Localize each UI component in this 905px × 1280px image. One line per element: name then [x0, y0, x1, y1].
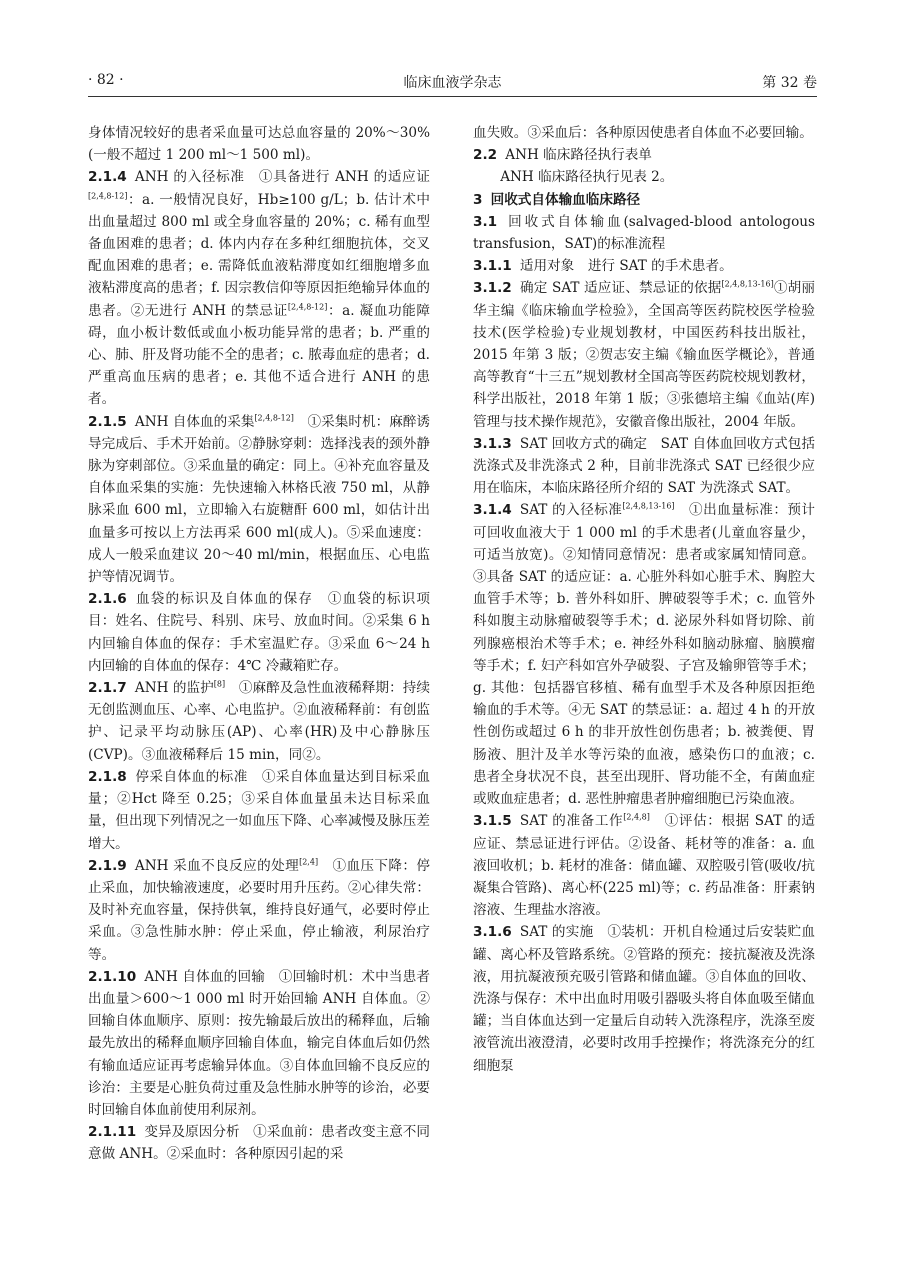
section-number: 2.1.10	[88, 968, 137, 985]
section-2-1-5	[88, 411, 430, 589]
section-text: ：a. 凝血功能障碍，血小板计数低或血小板功能异常的患者；b. 严重的心、肺、肝及肾功能不全的患者；c. 脓毒血症的患者；d. 严重高血压病的患者；e. 其他不适合进行 ANH 的患者。	[88, 302, 430, 408]
section-number: 3.1.6	[473, 924, 512, 941]
section-text: ANH 自体血的采集	[134, 413, 255, 430]
section-number: 2.1.6	[88, 591, 127, 608]
section-3-1-4	[473, 499, 815, 810]
section-3-1-1	[473, 255, 815, 277]
citation: [2,4,8,13-16]	[721, 279, 774, 289]
section-title: 回收式自体输血(salvaged-blood antologous transfusion，SAT)的标准流程	[473, 213, 815, 253]
paragraph-continued: 血失败。③采血后：各种原因使患者自体血不必要回输。	[473, 125, 813, 141]
citation: [2,4,8]	[623, 812, 650, 822]
section-text: 变异及原因分析 ①采血前：患者改变主意不同意做 ANH。②采血时：各种原因引起的采	[88, 1124, 430, 1163]
section-text: SAT 的实施 ①装机：开机自检通过后安装贮血罐、离心杯及管路系统。②管路的预充：接抗凝液及洗涤液，用抗凝液预充吸引管路和储血罐。③自体血的回收、洗涤与保存：术中出血时用吸引器吸头将自体血吸至储血罐；当自体血达到一定量后自动转入洗涤程序，洗涤至废液管流出液澄清，必要时改用手控操作；将洗涤充分的红细胞泵	[473, 924, 815, 1074]
left-column	[88, 122, 430, 1166]
citation: [2,4,8-12]	[254, 413, 294, 423]
section-3-1-2	[473, 277, 815, 432]
section-2-2-body: ANH 临床路径执行见表 2。	[500, 169, 674, 186]
section-text: ①出血量标准：预计可回收血液大于 1 000 ml 的手术患者(儿童血容量少，可适当放宽)。②知情同意情况：患者或家属知情同意。③具备 SAT 的适应证：a. 心脏外科如心脏手术、胸腔大血管手术等；b. 普外科如肝、脾破裂等手术；c. 血管外科如腹主动脉瘤破裂等手术；d. 泌尿外科如肾切除、前列腺癌根治术等手术；e. 神经外科如脑动脉瘤、脑膜瘤等手术；f. 妇产科如宫外孕破裂、子宫及输卵管等手术；g. 其他：包括器官移植、稀有血型手术及各种原因拒绝输血的手术等。④无 SAT 的禁忌证：a. 超过 4 h 的开放性创伤或超过 6 h 的非开放性创伤患者；b. 被粪便、胃肠液、胆汁及羊水等污染的血液，感染伤口的血液；c. 患者全身状况不良，甚至出现肝、肾功能不全，有菌血症或败血症患者；d. 恶性肿瘤患者肿瘤细胞已污染血液。	[473, 502, 816, 808]
section-3-heading	[473, 189, 815, 211]
section-number: 2.1.11	[88, 1124, 137, 1141]
running-header	[88, 66, 817, 97]
page-number: · 82 ·	[88, 72, 124, 88]
section-number: 3.1	[473, 213, 498, 230]
section-text: SAT 回收方式的确定 SAT 自体血回收方式包括洗涤式及非洗涤式 2 种，目前非洗涤式 SAT 已经很少应用在临床，本临床路径所介绍的 SAT 为洗涤式 SAT。	[473, 435, 815, 497]
section-number: 2.1.4	[88, 169, 127, 186]
section-text: SAT 的入径标准	[519, 502, 623, 519]
volume-number: 第 32 卷	[762, 75, 817, 91]
section-3-1-3	[473, 433, 815, 500]
section-text: 血袋的标识及自体血的保存 ①血袋的标识项目：姓名、住院号、科别、床号、放血时间。②采集 6 h 内回输自体血的保存：手术室温贮存。③采血 6～24 h 内回输的自体血的保存：4℃ 冷藏箱贮存。	[88, 591, 430, 674]
section-text: ANH 采血不良反应的处理	[134, 857, 300, 874]
section-3-1-5	[473, 810, 815, 921]
section-number: 2.1.7	[88, 680, 127, 697]
section-text: ：a. 一般情况良好，Hb≥100 g/L；b. 估计术中出血量超过 800 ml 或全身血容量的 20%；c. 稀有血型备血困难的患者；d. 体内内存在多种红细胞抗体，交叉配血困难的患者；e. 需降低血液粘滞度如红细胞增多血液粘滞度高的患者；f. 因宗教信仰等原因拒绝输异体血的患者。②无进行 ANH 的禁忌证	[88, 191, 430, 319]
section-text: 适用对象 进行 SAT 的手术患者。	[519, 258, 733, 275]
section-number: 3.1.2	[473, 280, 512, 297]
section-number: 2.1.5	[88, 413, 127, 430]
section-2-2-heading	[473, 144, 815, 166]
section-3-1-6	[473, 921, 815, 1076]
citation: [2,4]	[299, 857, 319, 867]
section-2-1-11	[88, 1121, 430, 1165]
citation: [2,4,8-12]	[88, 191, 128, 201]
section-text: ①麻醉及急性血液稀释期：持续无创监测血压、心率、心电监护。②血液稀释前：有创监护、记录平均动脉压(AP)、心率(HR)及中心静脉压(CVP)。③血液稀释后 15 min，同②。	[88, 680, 430, 763]
right-column	[473, 122, 815, 1077]
section-text: ①评估：根据 SAT 的适应证、禁忌证进行评估。②设备、耗材等的准备：a. 血液回收机；b. 耗材的准备：储血罐、双腔吸引管(吸收/抗凝集合管路)、离心杯(225 ml)等；c. 药品准备：肝素钠溶液、生理盐水溶液。	[473, 813, 815, 919]
section-title: ANH 临床路径执行表单	[505, 147, 652, 164]
section-number: 2.1.9	[88, 857, 127, 874]
journal-title: 临床血液学杂志	[403, 75, 502, 91]
section-2-1-10	[88, 966, 430, 1121]
citation: [2,4,8,13-16]	[622, 501, 675, 511]
section-2-1-7	[88, 677, 430, 766]
citation: [2,4,8-12]	[287, 302, 328, 312]
section-number: 3.1.4	[473, 502, 512, 519]
section-2-1-6	[88, 588, 430, 677]
section-number: 3.1.3	[473, 435, 512, 452]
paragraph-continued: 身体情况较好的患者采血量可达总血容量的 20%～30%(一般不超过 1 200 ml～1 500 ml)。	[88, 125, 430, 164]
section-3-1-heading	[473, 211, 815, 255]
section-text: ANH 的监护	[134, 680, 214, 697]
section-number: 3	[473, 191, 483, 208]
section-title: 回收式自体输血临床路径	[490, 191, 641, 208]
section-text: 停采自体血的标准 ①采自体血量达到目标采血量；②Hct 降至 0.25；③采自体血量虽未达目标采血量，但出现下列情况之一如血压下降、心率减慢及脉压差增大。	[88, 768, 430, 852]
section-text: ①采集时机：麻醉诱导完成后、手术开始前。②静脉穿刺：选择浅表的颈外静脉为穿刺部位。③采血量的确定：同上。④补充血容量及自体血采集的实施：先快速输入林格氏液 750 ml，从静脉采血 600 ml，立即输入右旋糖酐 600 ml，如估计出血量多可按以上方法再采 600 ml(成人)。⑤采血速度：成人一般采血建议 20～40 ml/min，根据血压、心电监护等情况调节。	[88, 413, 431, 586]
section-2-1-8	[88, 766, 430, 855]
citation: [8]	[213, 679, 226, 689]
section-number: 3.1.1	[473, 258, 512, 275]
section-text: ANH 的入径标准 ①具备进行 ANH 的适应证	[134, 169, 430, 186]
section-2-1-4	[88, 166, 430, 410]
section-number: 2.1.8	[88, 768, 127, 785]
section-text: ANH 自体血的回输 ①回输时机：术中当患者出血量＞600～1 000 ml 时开始回输 ANH 自体血。②回输自体血顺序、原则：按先输最后放出的稀释血，后输最先放出的稀释血顺序回输自体血，输完自体血后如仍然有输血适应证再考虑输异体血。③自体血回输不良反应的诊治：主要是心脏负荷过重及急性肺水肿等的诊治，必要时回输自体血前使用利尿剂。	[88, 968, 430, 1118]
section-text: ①胡丽华主编《临床输血学检验》，全国高等医药院校医学检验技术(医学检验)专业规划教材，中国医药科技出版社，2015 年第 3 版；②贺志安主编《输血医学概论》，普通高等教育“十三五”规划教材全国高等医药院校规划教材，科学出版社，2018 年第 1 版；③张德培主编《血站(库)管理与技术操作规范》，安徽音像出版社，2004 年版。	[473, 280, 815, 430]
section-text: SAT 的准备工作	[519, 813, 624, 830]
section-text: ①血压下降：停止采血，加快输液速度，必要时用升压药。②心律失常：及时补充血容量，保持供氧，维持良好通气，必要时停止采血。③急性肺水肿：停止采血，停止输液，利尿治疗等。	[88, 857, 430, 963]
section-number: 2.2	[473, 147, 498, 164]
section-number: 3.1.5	[473, 813, 512, 830]
section-text: 确定 SAT 适应证、禁忌证的依据	[519, 280, 722, 297]
section-2-1-9	[88, 855, 430, 966]
